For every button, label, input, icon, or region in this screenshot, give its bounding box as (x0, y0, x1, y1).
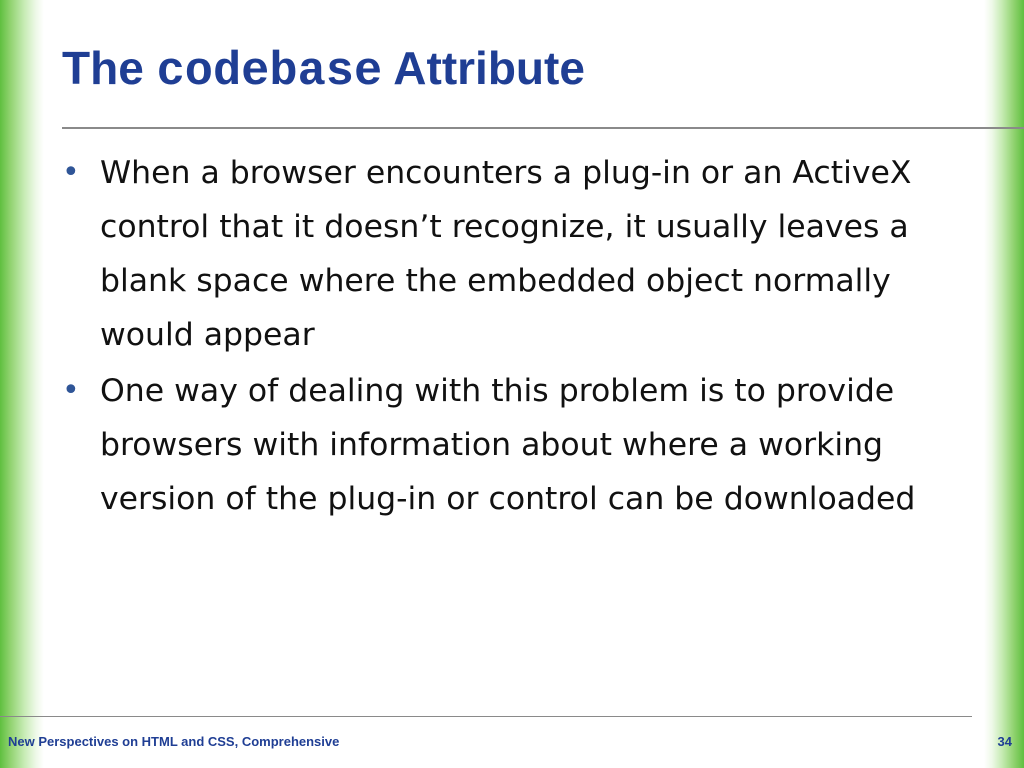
bullet-text: One way of dealing with this problem is to provide browsers with information about where a working version of the plug-in or control can be downloaded (100, 373, 916, 517)
bullet-text: When a browser encounters a plug-in or an ActiveX control that it doesn’t recognize, it usually leaves a blank space where the embedded object normally would appear (100, 155, 912, 353)
bullet-item-1 (62, 146, 922, 362)
right-green-band (984, 0, 1024, 768)
left-green-band (0, 0, 44, 768)
title-divider (62, 127, 1024, 129)
footer-divider (0, 716, 972, 717)
page-number: 34 (997, 734, 1012, 749)
footer-book-title: New Perspectives on HTML and CSS, Comprehensive (8, 734, 340, 749)
bullet-list (62, 146, 922, 528)
title-suffix: Attribute (382, 42, 585, 94)
bullet-item-2 (62, 364, 922, 526)
slide-title (62, 38, 585, 103)
bullet-marker-icon: • (62, 373, 80, 408)
title-code-term: codebase (156, 46, 383, 99)
title-prefix: The (62, 42, 157, 94)
bullet-marker-icon: • (62, 155, 80, 190)
